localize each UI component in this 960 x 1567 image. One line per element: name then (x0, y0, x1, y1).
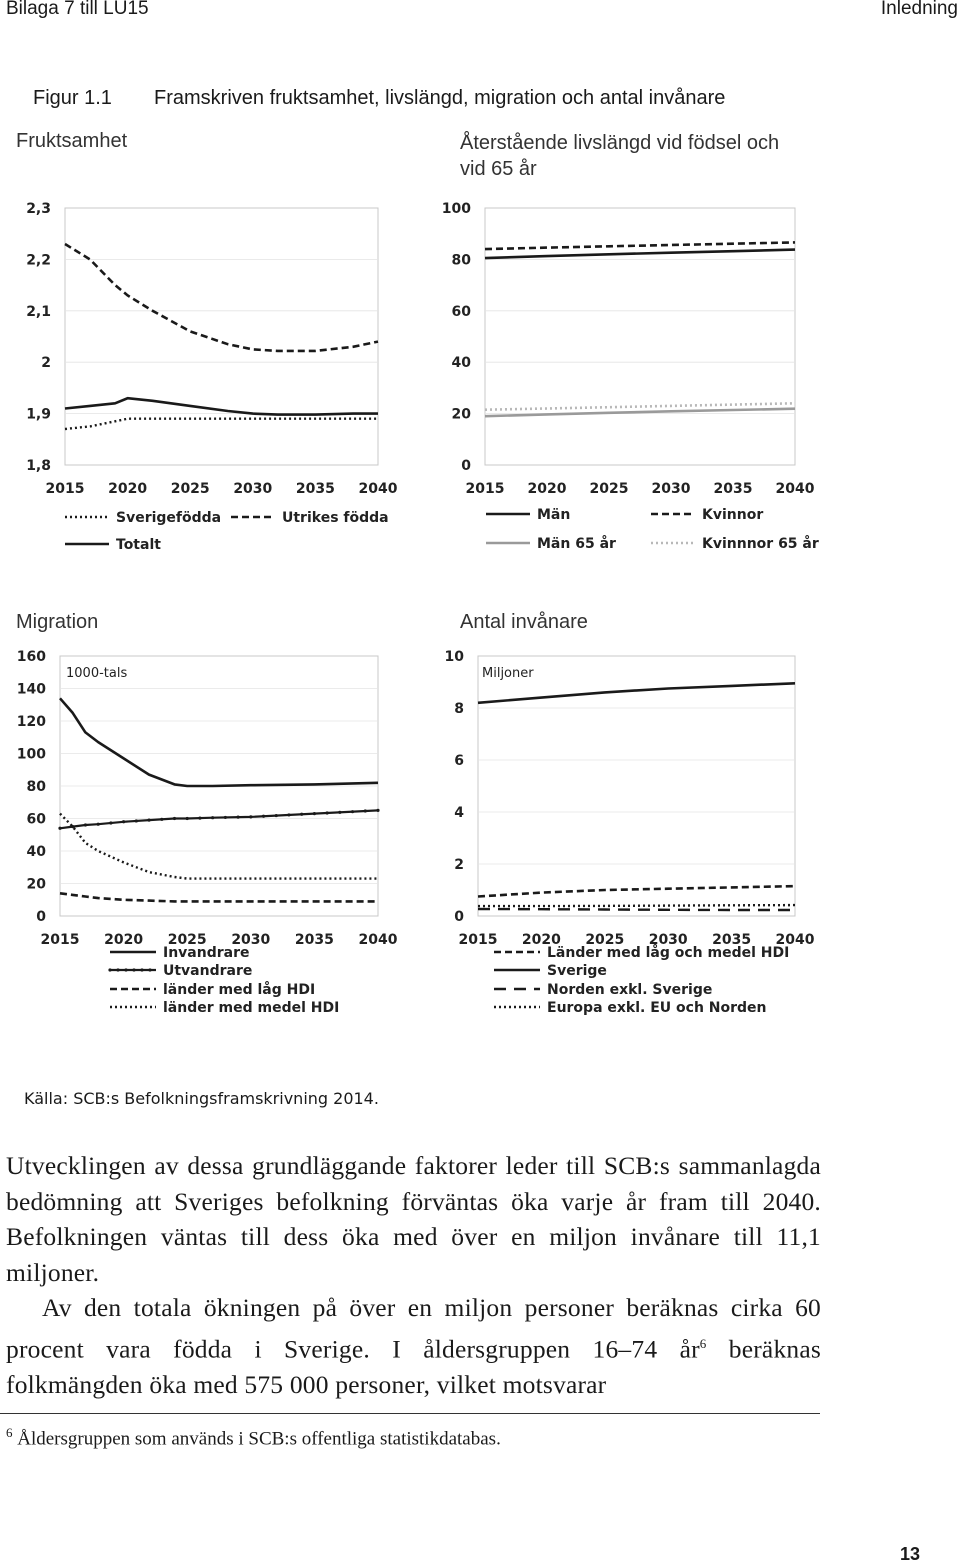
legend-marker (140, 968, 143, 971)
running-header-right: Inledning (880, 0, 958, 19)
panel-title-lifeexpectancy: Återstående livslängd vid födsel och vid 65 år (460, 132, 780, 180)
legend-label: länder med låg HDI (163, 982, 316, 998)
legend-label: länder med medel HDI (163, 1000, 340, 1016)
x-tick-label: 2025 (585, 932, 625, 948)
x-tick-label: 2015 (45, 481, 85, 497)
series-marker (351, 810, 354, 813)
x-tick-label: 2040 (775, 481, 815, 497)
y-tick-label: 20 (26, 876, 46, 893)
x-tick-label: 2035 (295, 481, 335, 497)
legend-marker (116, 968, 119, 971)
series-marker (300, 813, 303, 816)
x-tick-label: 2030 (231, 932, 271, 948)
y-tick-label: 2,3 (26, 201, 51, 217)
series-marker (236, 816, 239, 819)
x-tick-label: 2030 (648, 932, 688, 948)
x-tick-label: 2030 (651, 481, 691, 497)
x-tick-label: 2035 (294, 932, 334, 948)
series-line-1 (65, 419, 378, 429)
body-text (6, 1148, 821, 1402)
legend-label: Totalt (116, 537, 161, 553)
series-line-1 (478, 886, 795, 896)
series-marker (224, 816, 227, 819)
legend-label: Norden exkl. Sverige (547, 982, 713, 998)
chart-panel-1 (26, 201, 398, 553)
series-marker (326, 811, 329, 814)
y-tick-label: 0 (461, 458, 471, 474)
series-marker (147, 819, 150, 822)
legend-label: Män (537, 507, 571, 523)
legend-marker (124, 968, 127, 971)
series-marker (262, 815, 265, 818)
legend-label: Utrikes födda (282, 510, 389, 526)
y-tick-label: 20 (451, 406, 471, 423)
y-tick-label: 120 (16, 714, 46, 730)
x-tick-label: 2015 (465, 481, 505, 497)
legend-marker (148, 968, 151, 971)
series-line-3 (60, 893, 378, 901)
y-tick-label: 60 (451, 303, 471, 320)
footnote-ref: 6 (699, 1335, 707, 1351)
x-tick-label: 2015 (458, 932, 498, 948)
y-tick-label: 160 (16, 649, 46, 665)
y-tick-label: 0 (36, 909, 46, 925)
legend-label: Europa exkl. EU och Norden (547, 1000, 767, 1016)
y-tick-label: 4 (454, 805, 464, 821)
legend-label: Kvinnnor 65 år (702, 536, 819, 552)
series-marker (249, 815, 252, 818)
x-tick-label: 2030 (233, 481, 273, 497)
series-line-1 (60, 698, 378, 786)
chart-panel-2 (442, 201, 819, 552)
footnote-rule (0, 1413, 820, 1414)
series-marker (122, 820, 125, 823)
x-tick-label: 2040 (358, 932, 398, 948)
y-tick-label: 1,9 (26, 406, 51, 423)
chart-panel-3 (17, 649, 398, 1016)
legend-label: Sverigefödda (116, 510, 222, 526)
series-marker (58, 827, 61, 830)
x-tick-label: 2020 (527, 481, 567, 497)
paragraph-2-main: Av den totala ökningen på över en miljon personer beräknas cirka 60 procent vara födda i Sverige. I åldersgruppen 16–74 år (6, 1293, 821, 1363)
y-tick-label: 1,8 (26, 458, 51, 474)
legend-label: Sverige (547, 963, 607, 979)
legend-marker (108, 968, 111, 971)
series-marker (376, 809, 379, 812)
y-tick-label: 8 (454, 701, 464, 717)
x-tick-label: 2015 (40, 932, 80, 948)
y-tick-label: 0 (454, 909, 464, 925)
x-tick-label: 2035 (712, 932, 752, 948)
series-line-3 (65, 398, 378, 414)
x-tick-label: 2020 (521, 932, 561, 948)
x-tick-label: 2040 (358, 481, 398, 497)
series-line-2 (478, 683, 795, 703)
chart-panel-4 (445, 649, 815, 1016)
series-line-2 (485, 242, 795, 249)
series-marker (109, 821, 112, 824)
legend-marker (132, 968, 135, 971)
x-tick-label: 2040 (775, 932, 815, 948)
x-tick-label: 2035 (713, 481, 753, 497)
series-line-1 (485, 250, 795, 259)
figure-label: Figur 1.1 (33, 87, 112, 109)
series-marker (97, 823, 100, 826)
y-tick-label: 80 (26, 779, 46, 795)
y-tick-label: 6 (454, 753, 464, 769)
series-line-2 (60, 810, 378, 828)
panel-title-fertility: Fruktsamhet (16, 130, 128, 152)
series-marker (198, 816, 201, 819)
figure-title: Framskriven fruktsamhet, livslängd, migration och antal invånare (154, 87, 726, 109)
plot-area (65, 208, 378, 465)
series-marker (186, 817, 189, 820)
y-tick-label: 140 (16, 681, 46, 698)
panel-title-migration: Migration (16, 611, 99, 633)
series-marker (160, 818, 163, 821)
page-number: 13 (899, 1544, 920, 1564)
x-tick-label: 2025 (170, 481, 210, 497)
y-tick-label: 2 (41, 355, 51, 372)
footnote (6, 1425, 501, 1450)
series-marker (313, 812, 316, 815)
legend-label: Utvandrare (163, 963, 253, 979)
plot-area (478, 656, 795, 916)
x-tick-label: 2025 (589, 481, 629, 497)
paragraph-2-rest: beräknas folkmängden öka med 575 000 personer, vilket motsvarar (6, 1334, 821, 1399)
y-tick-label: 2 (454, 857, 464, 873)
x-tick-label: 2020 (104, 932, 144, 948)
source-note: Källa: SCB:s Befolkningsframskrivning 2014. (24, 1089, 379, 1108)
y-tick-label: 100 (441, 201, 471, 217)
series-marker (275, 814, 278, 817)
unit-annotation: 1000-tals (66, 666, 128, 681)
paragraph-2 (6, 1290, 821, 1402)
legend-label: Länder med låg och medel HDI (547, 945, 790, 961)
footnote-text: Åldersgruppen som används i SCB:s offentliga statistikdatabas. (17, 1428, 501, 1450)
panel-title-population: Antal invånare (460, 611, 588, 633)
legend-label: Kvinnor (702, 507, 764, 523)
legend-label: Invandrare (163, 945, 250, 961)
series-line-2 (65, 244, 378, 351)
y-tick-label: 100 (16, 746, 46, 763)
series-marker (173, 817, 176, 820)
y-tick-label: 2,2 (26, 252, 51, 269)
series-line-3 (478, 909, 795, 910)
unit-annotation: Miljoner (482, 666, 534, 681)
y-tick-label: 40 (26, 844, 46, 860)
paragraph-1: Utvecklingen av dessa grundläggande faktorer leder till SCB:s sammanlagda bedömning att Sveriges befolkning förväntas öka varje år fram till 2040. Befolkningen väntas till dess öka med över en miljon invånare till 11,1 miljoner. (6, 1151, 821, 1287)
x-tick-label: 2020 (108, 481, 148, 497)
series-marker (211, 816, 214, 819)
series-marker (287, 813, 290, 816)
running-header-left: Bilaga 7 till LU15 (6, 0, 149, 19)
series-marker (84, 823, 87, 826)
series-marker (364, 809, 367, 812)
series-marker (135, 819, 138, 822)
y-tick-label: 2,1 (26, 303, 51, 320)
y-tick-label: 10 (444, 649, 464, 665)
series-line-4 (478, 905, 795, 906)
y-tick-label: 60 (26, 811, 46, 828)
x-tick-label: 2025 (167, 932, 207, 948)
y-tick-label: 80 (451, 252, 471, 269)
series-marker (338, 811, 341, 814)
footnote-mark: 6 (6, 1425, 13, 1440)
legend-label: Män 65 år (537, 536, 616, 552)
y-tick-label: 40 (451, 355, 471, 372)
